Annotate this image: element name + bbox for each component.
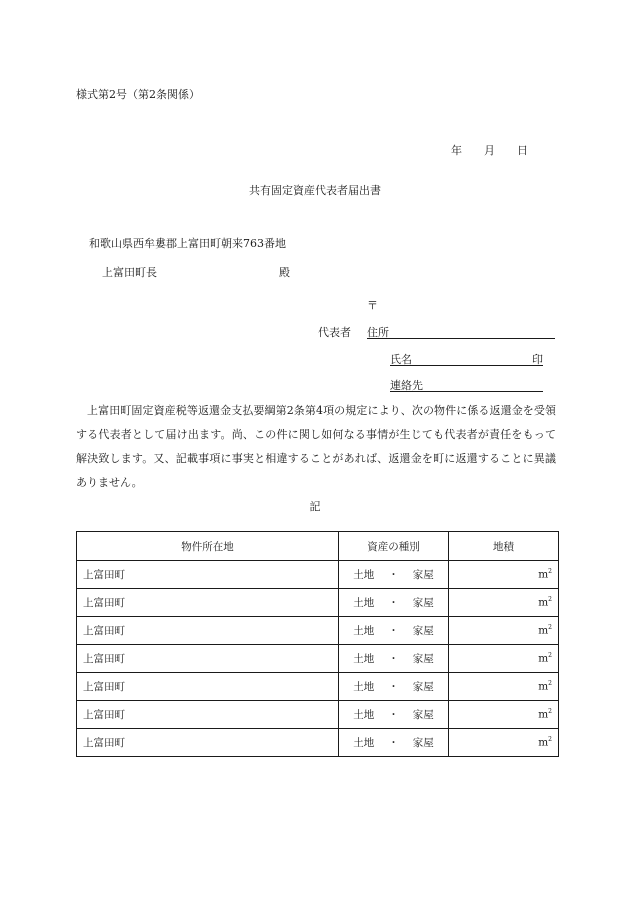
contact-label: 連絡先	[390, 379, 423, 392]
area-cell[interactable]	[449, 729, 559, 757]
date-day-label: 日	[517, 144, 528, 157]
type-house-option[interactable]: 家屋	[412, 653, 434, 665]
table-row	[77, 673, 559, 701]
type-separator: ・	[388, 625, 399, 637]
type-separator: ・	[388, 709, 399, 721]
document-title: 共有固定資産代表者届出書	[249, 184, 381, 197]
type-land-option[interactable]: 土地	[353, 569, 375, 581]
representative-label: 代表者	[318, 326, 351, 339]
area-unit: m	[538, 680, 549, 693]
table-row	[77, 617, 559, 645]
representative-address-field[interactable]	[367, 324, 555, 339]
note-mark: 記	[309, 500, 321, 513]
location-cell[interactable]: 上富田町	[77, 589, 339, 617]
address-label: 住所	[367, 326, 389, 339]
type-house-option[interactable]: 家屋	[412, 681, 434, 693]
type-land-option[interactable]: 土地	[353, 709, 375, 721]
type-house-option[interactable]: 家屋	[412, 625, 434, 637]
header-area: 地積	[449, 532, 559, 561]
seal-label: 印	[532, 353, 543, 366]
table-row	[77, 645, 559, 673]
area-unit-superscript: 2	[548, 708, 552, 716]
type-house-option[interactable]: 家屋	[412, 737, 434, 749]
type-land-option[interactable]: 土地	[353, 597, 375, 609]
header-location: 物件所在地	[77, 532, 339, 561]
type-separator: ・	[388, 681, 399, 693]
location-cell[interactable]: 上富田町	[77, 617, 339, 645]
date-line	[451, 142, 528, 158]
area-unit-superscript: 2	[548, 736, 552, 744]
postal-mark: 〒	[367, 299, 378, 312]
area-unit: m	[538, 624, 549, 637]
location-cell[interactable]: 上富田町	[77, 701, 339, 729]
header-asset-type: 資産の種別	[339, 532, 449, 561]
table-row	[77, 589, 559, 617]
asset-type-cell[interactable]	[339, 617, 449, 645]
area-unit-superscript: 2	[548, 652, 552, 660]
area-unit: m	[538, 568, 549, 581]
area-cell[interactable]	[449, 645, 559, 673]
type-separator: ・	[388, 597, 399, 609]
asset-type-cell[interactable]	[339, 673, 449, 701]
table-header-row	[77, 532, 559, 561]
representative-name-field[interactable]	[390, 351, 543, 366]
area-cell[interactable]	[449, 561, 559, 589]
location-cell[interactable]: 上富田町	[77, 645, 339, 673]
type-house-option[interactable]: 家屋	[412, 597, 434, 609]
date-month-label: 月	[484, 144, 495, 157]
area-unit: m	[538, 736, 549, 749]
declaration-paragraph: 上富田町固定資産税等返還金支払要綱第2条第4項の規定により、次の物件に係る返還金を受領する代表者として届け出ます。尚、この件に関し如何なる事情が生じても代表者が責任をもって解決致します。又、記載事項に事実と相違することがあれば、返還金を町に返還することに異議ありません。	[76, 404, 556, 489]
area-cell[interactable]	[449, 617, 559, 645]
date-year-label: 年	[451, 144, 462, 157]
location-cell[interactable]: 上富田町	[77, 729, 339, 757]
area-unit-superscript: 2	[548, 624, 552, 632]
area-unit: m	[538, 652, 549, 665]
area-unit-superscript: 2	[548, 596, 552, 604]
type-house-option[interactable]: 家屋	[412, 569, 434, 581]
form-number: 様式第2号（第2条関係）	[76, 88, 200, 101]
declaration-text	[76, 399, 556, 495]
area-unit-superscript: 2	[548, 568, 552, 576]
asset-type-cell[interactable]	[339, 561, 449, 589]
area-cell[interactable]	[449, 701, 559, 729]
area-unit: m	[538, 708, 549, 721]
type-land-option[interactable]: 土地	[353, 653, 375, 665]
municipal-address: 和歌山県西牟婁郡上富田町朝来763番地	[89, 237, 286, 250]
area-cell[interactable]	[449, 673, 559, 701]
property-table	[76, 531, 559, 757]
table-row	[77, 729, 559, 757]
asset-type-cell[interactable]	[339, 645, 449, 673]
addressee-name: 上富田町長	[102, 266, 157, 279]
asset-type-cell[interactable]	[339, 589, 449, 617]
table-row	[77, 561, 559, 589]
type-land-option[interactable]: 土地	[353, 737, 375, 749]
addressee-honorific: 殿	[279, 266, 290, 279]
representative-contact-field[interactable]	[390, 377, 543, 392]
type-land-option[interactable]: 土地	[353, 625, 375, 637]
location-cell[interactable]: 上富田町	[77, 673, 339, 701]
location-cell[interactable]: 上富田町	[77, 561, 339, 589]
table-row	[77, 701, 559, 729]
type-land-option[interactable]: 土地	[353, 681, 375, 693]
name-label: 氏名	[390, 353, 412, 366]
type-separator: ・	[388, 737, 399, 749]
area-unit-superscript: 2	[548, 680, 552, 688]
area-cell[interactable]	[449, 589, 559, 617]
type-separator: ・	[388, 653, 399, 665]
type-house-option[interactable]: 家屋	[412, 709, 434, 721]
asset-type-cell[interactable]	[339, 729, 449, 757]
asset-type-cell[interactable]	[339, 701, 449, 729]
type-separator: ・	[388, 569, 399, 581]
area-unit: m	[538, 596, 549, 609]
